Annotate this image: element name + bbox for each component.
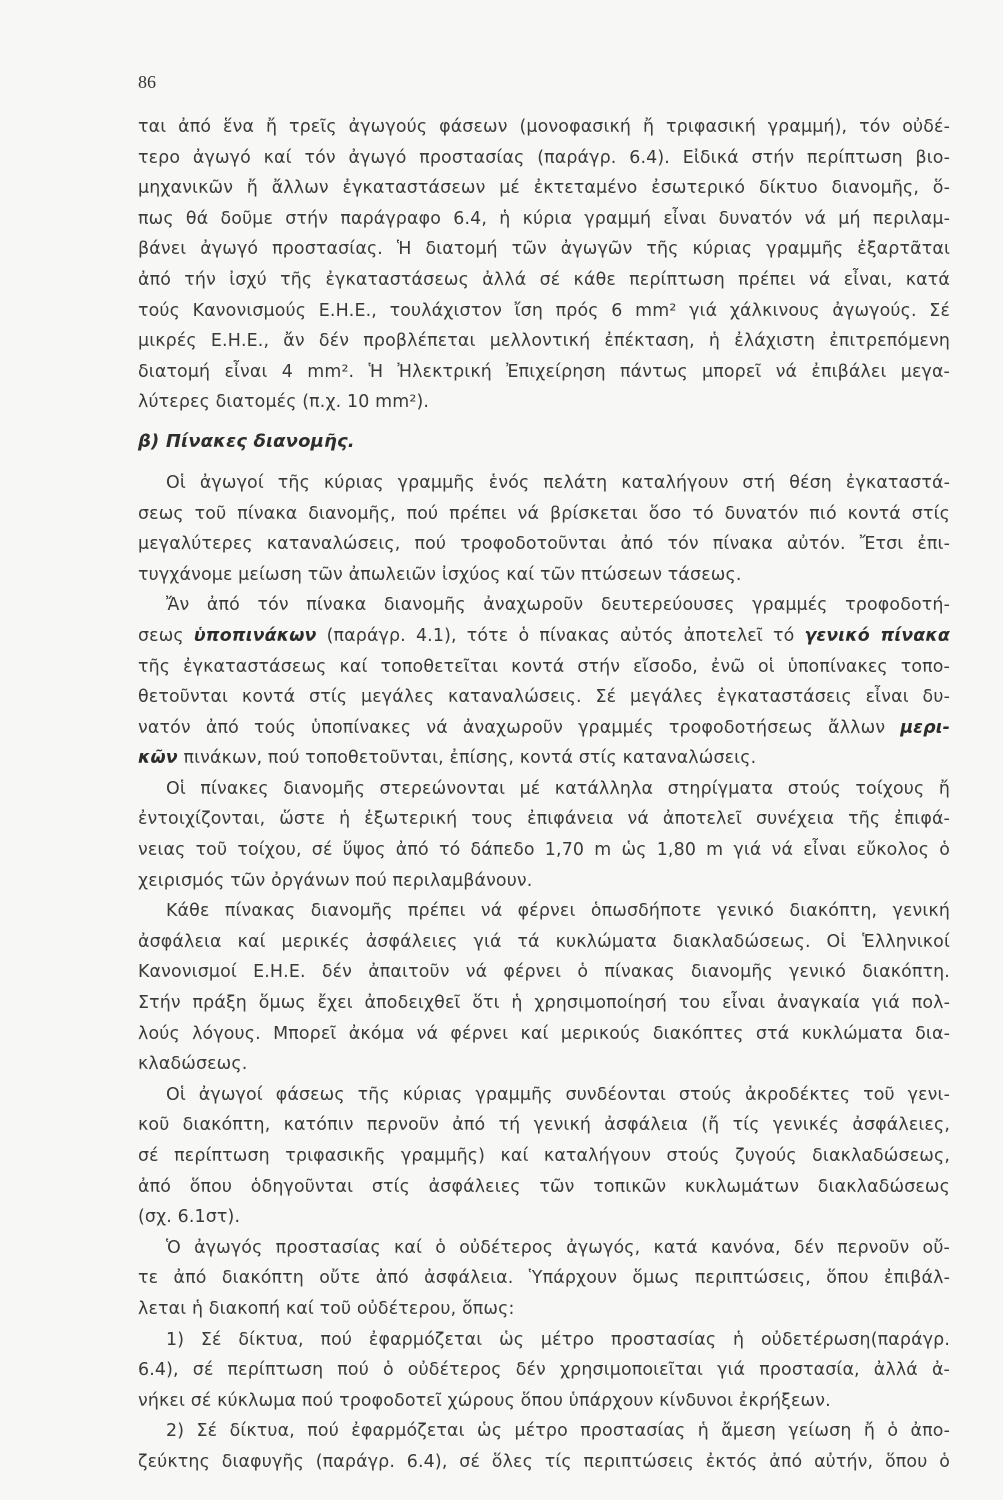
emphasized-term: κῶν [138, 748, 178, 769]
text-line: κοῦ διακόπτη, κατόπιν περνοῦν ἀπό τή γενική ἀσφάλεια (ἤ τίς γενικές ἀσφάλειες, [138, 1115, 950, 1136]
text-line: ἀσφάλεια καί μερικές ἀσφάλειες γιά τά κυκλώματα διακλαδώσεως. Οἱ Ἑλληνικοί [138, 931, 950, 952]
text-line: ται ἀπό ἕνα ἤ τρεῖς ἀγωγούς φάσεων (μονοφασική ἤ τριφασική γραμμή), τόν οὐδέ- [138, 117, 950, 137]
text-line: ἐντοιχίζονται, ὥστε ἡ ἐξωτερική τους ἐπιφάνεια νά ἀποτελεῖ συνέχεια τῆς ἐπιφά- [138, 809, 950, 830]
text-line: Στήν πράξη ὅμως ἔχει ἀποδειχθεῖ ὅτι ἡ χρησιμοποίησή του εἶναι ἀναγκαία γιά πολ- [138, 993, 950, 1014]
text-span: (παράγρ. 4.1), τότε ὁ πίνακας αὐτός ἀποτελεῖ τό [316, 625, 805, 646]
text-line: Ἄν ἀπό τόν πίνακα διανομῆς ἀναχωροῦν δευτερεύουσες γραμμές τροφοδοτή- [166, 595, 950, 616]
text-line: Κανονισμοί Ε.Η.Ε. δέν ἀπαιτοῦν νά φέρνει ὁ πίνακας διανομῆς γενικό διακόπτη. [138, 962, 950, 983]
emphasized-term: μερι- [900, 717, 950, 738]
paragraph-distribution-boards [138, 468, 950, 1478]
text-line: νήκει σέ κύκλωμα πού τροφοδοτεῖ χώρους ὅπου ὑπάρχουν κίνδυνοι ἐκρήξεων. [138, 1390, 831, 1411]
text-line: τῆς ἐγκαταστάσεως καί τοποθετεῖται κοντά στήν εἴσοδο, ἐνῶ οἱ ὑποπίνακες τοπο- [138, 656, 950, 677]
text-line: θετοῦνται κοντά στίς μεγάλες καταναλώσεις. Σέ μεγάλες ἐγκαταστάσεις εἶναι δυ- [138, 687, 950, 708]
text-line: Οἱ πίνακες διανομῆς στερεώνονται μέ κατάλληλα στηρίγματα στούς τοίχους ἤ [166, 778, 950, 799]
text-line: λούς λόγους. Μπορεῖ ἀκόμα νά φέρνει καί μερικούς διακόπτες στά κυκλώματα δια- [138, 1023, 950, 1044]
text-line [138, 713, 950, 744]
text-line [138, 743, 950, 774]
text-span: σεως [138, 625, 194, 646]
paragraph-cable-cross-section [138, 112, 950, 418]
text-line: διατομή εἶναι 4 mm². Ἡ Ἠλεκτρική Ἐπιχείρηση πάντως μπορεῖ νά ἐπιβάλει μεγα- [138, 361, 950, 382]
text-line: τούς Κανονισμούς Ε.Η.Ε., τουλάχιστον ἴση πρός 6 mm² γιά χάλκινους ἀγωγούς. Σέ [138, 300, 950, 321]
text-line: σεως τοῦ πίνακα διανομῆς, πού πρέπει νά βρίσκεται ὅσο τό δυνατόν πιό κοντά στίς [138, 503, 950, 524]
text-line: τε ἀπό διακόπτη οὔτε ἀπό ἀσφάλεια. Ὑπάρχουν ὅμως περιπτώσεις, ὅπου ἐπιβάλ- [138, 1268, 950, 1289]
text-line: βάνει ἀγωγό προστασίας. Ἡ διατομή τῶν ἀγωγῶν τῆς κύριας γραμμῆς ἐξαρτᾶται [138, 239, 950, 260]
text-line: σέ περίπτωση τριφασικῆς γραμμῆς) καί καταλήγουν στούς ζυγούς διακλαδώσεως, [138, 1146, 950, 1166]
text-line: ζεύκτης διαφυγῆς (παράγρ. 6.4), σέ ὅλες τίς περιπτώσεις ἐκτός ἀπό αὐτήν, ὅπου ὁ [138, 1451, 950, 1472]
text-line: Ὁ ἀγωγός προστασίας καί ὁ οὐδέτερος ἀγωγός, κατά κανόνα, δέν περνοῦν οὔ- [166, 1237, 950, 1258]
text-line: Οἱ ἀγωγοί φάσεως τῆς κύριας γραμμῆς συνδέονται στούς ἀκροδέκτες τοῦ γενι- [166, 1084, 950, 1105]
text-line: κλαδώσεως. [138, 1054, 248, 1075]
text-line: λεται ἡ διακοπή καί τοῦ οὐδέτερου, ὅπως: [138, 1298, 515, 1319]
text-span: πινάκων, πού τοποθετοῦνται, ἐπίσης, κοντά στίς καταναλώσεις. [177, 748, 757, 769]
text-line: μικρές Ε.Η.Ε., ἄν δέν προβλέπεται μελλοντική ἐπέκταση, ἡ ἐλάχιστη ἐπιτρεπόμενη [138, 331, 950, 352]
text-line: ἀπό ὅπου ὁδηγοῦνται στίς ἀσφάλειες τῶν τοπικῶν κυκλωμάτων διακλαδώσεως [138, 1176, 950, 1197]
text-line: (σχ. 6.1στ). [138, 1207, 241, 1228]
page-number: 86 [138, 72, 156, 92]
text-line: νειας τοῦ τοίχου, σέ ὕψος ἀπό τό δάπεδο 1,70 m ὡς 1,80 m γιά νά εἶναι εὔκολος ὁ [138, 840, 950, 861]
text-line: τυγχάνομε μείωση τῶν ἀπωλειῶν ἰσχύος καί τῶν πτώσεων τάσεως. [138, 564, 742, 585]
text-line: μηχανικῶν ἤ ἄλλων ἐγκαταστάσεων μέ ἐκτεταμένο ἐσωτερικό δίκτυο διανομῆς, ὅ- [138, 178, 950, 199]
body-text [138, 112, 950, 1478]
text-line: λύτερες διατομές (π.χ. 10 mm²). [138, 392, 430, 413]
emphasized-term: ὑποπινάκων [193, 625, 317, 646]
section-heading: β) Πίνακες διανομῆς. [138, 430, 355, 452]
text-line: 1) Σέ δίκτυα, πού ἐφαρμόζεται ὡς μέτρο προστασίας ἡ οὐδετέρωση(παράγρ. [166, 1329, 950, 1350]
text-line: πως θά δοῦμε στήν παράγραφο 6.4, ἡ κύρια γραμμή εἶναι δυνατόν νά μή περιλαμ- [138, 208, 950, 229]
text-line: Οἱ ἀγωγοί τῆς κύριας γραμμῆς ἑνός πελάτη καταλήγουν στή θέση ἐγκαταστά- [166, 472, 950, 493]
emphasized-term: γενικό πίνακα [804, 625, 950, 646]
text-line [138, 621, 950, 652]
text-line: χειρισμός τῶν ὀργάνων πού περιλαμβάνουν. [138, 870, 533, 891]
text-line: τερο ἀγωγό καί τόν ἀγωγό προστασίας (παράγρ. 6.4). Εἰδικά στήν περίπτωση βιο- [138, 147, 950, 168]
text-line: ἀπό τήν ἰσχύ τῆς ἐγκαταστάσεως ἀλλά σέ κάθε περίπτωση πρέπει νά εἶναι, κατά [138, 269, 950, 290]
text-line: 2) Σέ δίκτυα, πού ἐφαρμόζεται ὡς μέτρο προστασίας ἡ ἄμεση γείωση ἤ ὁ ἀπο- [166, 1421, 950, 1442]
text-span: νατόν ἀπό τούς ὑποπίνακες νά ἀναχωροῦν γραμμές τροφοδοτήσεως ἄλλων [138, 717, 901, 738]
text-line: Κάθε πίνακας διανομῆς πρέπει νά φέρνει ὁπωσδήποτε γενικό διακόπτη, γενική [166, 901, 950, 922]
text-line: μεγαλύτερες καταναλώσεις, πού τροφοδοτοῦνται ἀπό τόν πίνακα αὐτόν. Ἔτσι ἐπι- [138, 534, 950, 555]
text-line: 6.4), σέ περίπτωση πού ὁ οὐδέτερος δέν χρησιμοποιεῖται γιά προστασία, ἀλλά ἀ- [138, 1360, 950, 1381]
